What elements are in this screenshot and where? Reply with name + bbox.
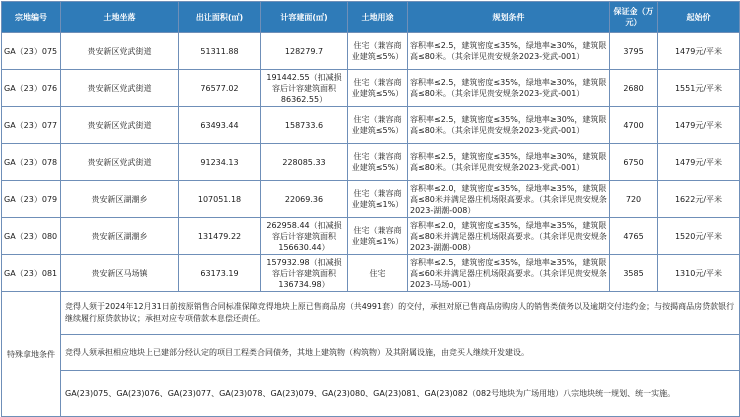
- table-row: [2, 33, 740, 70]
- parcel-price: 1520元/平米: [658, 218, 740, 255]
- special-condition-2: 竞得人须承担相应地块上已建部分经认定的项目工程类合同债务，其地上建筑物（构筑物）及其附属设施，由竞买人继续开发建设。: [61, 335, 740, 371]
- table-row: [2, 70, 740, 107]
- header-conditions: 规划条件: [408, 2, 610, 33]
- parcel-buildable: 191442.55（扣减损容后计容建筑面积86362.55）: [261, 70, 348, 107]
- parcel-area: 107051.18: [179, 181, 261, 218]
- parcel-deposit: 720: [610, 181, 658, 218]
- parcel-price: 1479元/平米: [658, 33, 740, 70]
- parcel-price: 1479元/平米: [658, 107, 740, 144]
- parcel-conditions: 容积率≤2.0，建筑密度≤35%，绿地率≥35%，建筑限高≤80米并满足器庄机场限高要求。（其余详见贵安规条2023-湖潮-008）: [408, 181, 610, 218]
- special-conditions-label: 特殊拿地条件: [2, 292, 61, 417]
- parcel-id: GA（23）075: [2, 33, 61, 70]
- parcel-deposit: 3585: [610, 255, 658, 292]
- special-condition-3: GA(23)075、GA(23)076、GA(23)077、GA(23)078、GA(23)079、GA(23)080、GA(23)081、GA(23)082（082号地块为广场用地）八宗地块统一规划、统一实施。: [61, 371, 740, 417]
- parcel-id: GA（23）079: [2, 181, 61, 218]
- parcel-deposit: 4765: [610, 218, 658, 255]
- parcel-location: 贵安新区党武街道: [61, 107, 179, 144]
- parcel-use: 住宅（兼容商业建筑≤5%）: [348, 70, 408, 107]
- parcel-use: 住宅（兼容商业建筑≤5%）: [348, 144, 408, 181]
- parcel-price: 1622元/平米: [658, 181, 740, 218]
- header-price: 起始价: [658, 2, 740, 33]
- land-table: [1, 1, 740, 417]
- header-row: [2, 2, 740, 33]
- parcel-buildable: 262958.44（扣减损容后计容建筑面积156630.44）: [261, 218, 348, 255]
- parcel-id: GA（23）078: [2, 144, 61, 181]
- special-row-1: [2, 292, 740, 335]
- parcel-location: 贵安新区党武街道: [61, 144, 179, 181]
- parcel-id: GA（23）081: [2, 255, 61, 292]
- table-row: [2, 255, 740, 292]
- header-id: 宗地编号: [2, 2, 61, 33]
- parcel-conditions: 容积率≤2.0，建筑密度≤35%，绿地率≥35%，建筑限高≤80米并满足器庄机场限高要求。（其余详见贵安规条2023-湖潮-008）: [408, 218, 610, 255]
- header-location: 土地坐落: [61, 2, 179, 33]
- parcel-conditions: 容积率≤2.5，建筑密度≤35%，绿地率≥30%，建筑限高≤80米。（其余详见贵安规条2023-党武-001）: [408, 107, 610, 144]
- parcel-buildable: 158733.6: [261, 107, 348, 144]
- parcel-price: 1479元/平米: [658, 144, 740, 181]
- parcel-id: GA（23）080: [2, 218, 61, 255]
- special-condition-1: 竞得人须于2024年12月31日前按原销售合同标准保障竞得地块上原已售商品房（共4991套）的交付，承担对原已售商品房购房人的销售类债务以及逾期交付违约金；与按揭商品房贷款银行继续履行原贷款协议；承担对应专项借款本息偿还责任。: [61, 292, 740, 335]
- parcel-deposit: 4700: [610, 107, 658, 144]
- parcel-id: GA（23）077: [2, 107, 61, 144]
- parcel-location: 贵安新区湖潮乡: [61, 181, 179, 218]
- header-area: 出让面积(㎡): [179, 2, 261, 33]
- parcel-area: 91234.13: [179, 144, 261, 181]
- special-row-3: [2, 371, 740, 417]
- header-use: 土地用途: [348, 2, 408, 33]
- parcel-buildable: 228085.33: [261, 144, 348, 181]
- parcel-conditions: 容积率≤2.5，建筑密度≤35%，绿地率≥30%，建筑限高≤80米。（其余详见贵安规条2023-党武-001）: [408, 70, 610, 107]
- parcel-conditions: 容积率≤2.5，建筑密度≤35%，绿地率≥35%，建筑限高≤60米并满足器庄机场限高要求。（其余详见贵安规条2023-马场-001）: [408, 255, 610, 292]
- parcel-conditions: 容积率≤2.5，建筑密度≤35%，绿地率≥30%，建筑限高≤80米。（其余详见贵安规条2023-党武-001）: [408, 144, 610, 181]
- parcel-use: 住宅: [348, 255, 408, 292]
- parcel-area: 131479.22: [179, 218, 261, 255]
- parcel-use: 住宅（兼容商业建筑≤5%）: [348, 107, 408, 144]
- parcel-deposit: 6750: [610, 144, 658, 181]
- parcel-conditions: 容积率≤2.5，建筑密度≤35%，绿地率≥30%，建筑限高≤80米。（其余详见贵安规条2023-党武-001）: [408, 33, 610, 70]
- parcel-area: 76577.02: [179, 70, 261, 107]
- table-row: [2, 144, 740, 181]
- parcel-buildable: 128279.7: [261, 33, 348, 70]
- parcel-location: 贵安新区湖潮乡: [61, 218, 179, 255]
- parcel-buildable: 157932.98（扣减损容后计容建筑面积136734.98）: [261, 255, 348, 292]
- parcel-use: 住宅（兼容商业建筑≤1%）: [348, 218, 408, 255]
- parcel-location: 贵安新区党武街道: [61, 70, 179, 107]
- parcel-price: 1551元/平米: [658, 70, 740, 107]
- table-row: [2, 218, 740, 255]
- special-row-2: [2, 335, 740, 371]
- parcel-use: 住宅（兼容商业建筑≤1%）: [348, 181, 408, 218]
- parcel-buildable: 22069.36: [261, 181, 348, 218]
- parcel-area: 63173.19: [179, 255, 261, 292]
- parcel-area: 63493.44: [179, 107, 261, 144]
- parcel-location: 贵安新区马场镇: [61, 255, 179, 292]
- table-row: [2, 107, 740, 144]
- parcel-price: 1310元/平米: [658, 255, 740, 292]
- parcel-deposit: 3795: [610, 33, 658, 70]
- parcel-id: GA（23）076: [2, 70, 61, 107]
- parcel-location: 贵安新区党武街道: [61, 33, 179, 70]
- header-deposit: 保证金（万元）: [610, 2, 658, 33]
- header-buildable: 计容建面(㎡): [261, 2, 348, 33]
- parcel-deposit: 2680: [610, 70, 658, 107]
- table-row: [2, 181, 740, 218]
- parcel-area: 51311.88: [179, 33, 261, 70]
- parcel-use: 住宅（兼容商业建筑≤5%）: [348, 33, 408, 70]
